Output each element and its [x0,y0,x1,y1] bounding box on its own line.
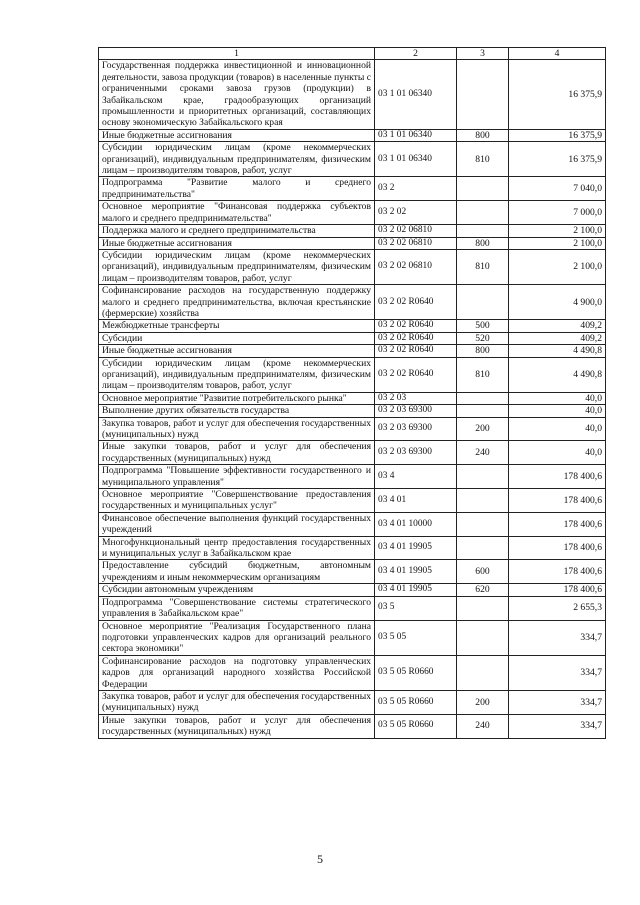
amount-cell: 178 400,6 [509,512,606,536]
table-row [99,237,606,249]
expense-type-cell [457,512,509,536]
program-code-cell: 03 2 03 69300 [375,441,457,465]
amount-cell: 2 100,0 [509,225,606,237]
expense-type-cell: 800 [457,345,509,357]
item-name-cell: Подпрограмма "Развитие малого и среднего предпринимательства" [99,177,375,201]
item-name-cell: Основное мероприятие "Реализация Государственного плана подготовки управленческих кадров для организаций реального сектора экономики" [99,620,375,655]
item-name-cell: Субсидии [99,332,375,344]
table-row [99,596,606,620]
amount-cell: 409,2 [509,320,606,332]
program-code-cell: 03 4 01 10000 [375,512,457,536]
budget-table [98,47,606,739]
table-row [99,142,606,177]
item-name-cell: Закупка товаров, работ и услуг для обеспечения государственных (муниципальных) нужд [99,690,375,714]
table-row [99,320,606,332]
item-name-cell: Поддержка малого и среднего предпринимательства [99,225,375,237]
amount-cell: 178 400,6 [509,584,606,596]
expense-type-cell [457,177,509,201]
program-code-cell: 03 2 03 69300 [375,405,457,417]
program-code-cell: 03 2 02 R0640 [375,332,457,344]
item-name-cell: Подпрограмма "Совершенствование системы стратегического управления в Забайкальском крае" [99,596,375,620]
amount-cell: 334,7 [509,714,606,738]
table-row [99,655,606,690]
program-code-cell: 03 4 01 [375,489,457,513]
program-code-cell: 03 4 [375,465,457,489]
table-row [99,690,606,714]
header-cell: 1 [99,48,375,60]
expense-type-cell [457,405,509,417]
amount-cell: 178 400,6 [509,489,606,513]
amount-cell: 334,7 [509,690,606,714]
table-row [99,560,606,584]
expense-type-cell [457,489,509,513]
item-name-cell: Подпрограмма "Повышение эффективности государственного и муниципального управления" [99,465,375,489]
table-row [99,392,606,404]
expense-type-cell: 200 [457,690,509,714]
item-name-cell: Межбюджетные трансферты [99,320,375,332]
program-code-cell: 03 2 02 06810 [375,225,457,237]
table-row [99,405,606,417]
expense-type-cell [457,285,509,320]
table-row [99,201,606,225]
amount-cell: 2 100,0 [509,237,606,249]
expense-type-cell: 240 [457,714,509,738]
table-row [99,489,606,513]
amount-cell: 16 375,9 [509,60,606,129]
expense-type-cell: 520 [457,332,509,344]
expense-type-cell [457,392,509,404]
table-row [99,177,606,201]
amount-cell: 178 400,6 [509,536,606,560]
program-code-cell: 03 2 02 06810 [375,249,457,284]
amount-cell: 334,7 [509,655,606,690]
table-row [99,714,606,738]
table-header-row [99,48,606,60]
table-row [99,129,606,141]
expense-type-cell [457,201,509,225]
amount-cell: 40,0 [509,417,606,441]
item-name-cell: Иные закупки товаров, работ и услуг для обеспечения государственных (муниципальных) нужд [99,441,375,465]
amount-cell: 409,2 [509,332,606,344]
item-name-cell: Софинансирование расходов на подготовку управленческих кадров для организаций народного хозяйства Российской Федерации [99,655,375,690]
program-code-cell: 03 4 01 19905 [375,584,457,596]
program-code-cell: 03 2 02 [375,201,457,225]
program-code-cell: 03 2 02 06810 [375,237,457,249]
expense-type-cell [457,225,509,237]
program-code-cell: 03 5 05 R0660 [375,655,457,690]
item-name-cell: Предоставление субсидий бюджетным, автономным учреждениям и иным некоммерческим организациям [99,560,375,584]
table-row [99,345,606,357]
expense-type-cell: 800 [457,129,509,141]
amount-cell: 334,7 [509,620,606,655]
amount-cell: 4 490,8 [509,357,606,392]
table-row [99,249,606,284]
amount-cell: 2 655,3 [509,596,606,620]
amount-cell: 178 400,6 [509,465,606,489]
table-row [99,357,606,392]
header-cell: 3 [457,48,509,60]
expense-type-cell [457,596,509,620]
item-name-cell: Иные бюджетные ассигнования [99,345,375,357]
amount-cell: 2 100,0 [509,249,606,284]
program-code-cell: 03 5 05 R0660 [375,714,457,738]
expense-type-cell: 810 [457,357,509,392]
amount-cell: 40,0 [509,441,606,465]
table-row [99,620,606,655]
item-name-cell: Основное мероприятие "Финансовая поддержка субъектов малого и среднего предпринимательства" [99,201,375,225]
table-row [99,60,606,129]
item-name-cell: Финансовое обеспечение выполнения функций государственных учреждений [99,512,375,536]
program-code-cell: 03 2 03 [375,392,457,404]
table-row [99,512,606,536]
amount-cell: 4 490,8 [509,345,606,357]
expense-type-cell: 600 [457,560,509,584]
header-cell: 2 [375,48,457,60]
program-code-cell: 03 1 01 06340 [375,142,457,177]
amount-cell: 16 375,9 [509,142,606,177]
program-code-cell: 03 4 01 19905 [375,560,457,584]
program-code-cell: 03 2 02 R0640 [375,357,457,392]
expense-type-cell: 500 [457,320,509,332]
program-code-cell: 03 2 02 R0640 [375,285,457,320]
header-cell: 4 [509,48,606,60]
item-name-cell: Основное мероприятие "Совершенствование предоставления государственных и муниципальных услуг" [99,489,375,513]
amount-cell: 16 375,9 [509,129,606,141]
expense-type-cell: 810 [457,249,509,284]
program-code-cell: 03 2 02 R0640 [375,345,457,357]
item-name-cell: Закупка товаров, работ и услуг для обеспечения государственных (муниципальных) нужд [99,417,375,441]
item-name-cell: Основное мероприятие "Развитие потребительского рынка" [99,392,375,404]
program-code-cell: 03 1 01 06340 [375,60,457,129]
item-name-cell: Субсидии юридическим лицам (кроме некоммерческих организаций), индивидуальным предпринимателям, физическим лицам – производителям товаров, работ, услуг [99,357,375,392]
program-code-cell: 03 5 [375,596,457,620]
program-code-cell: 03 2 03 69300 [375,417,457,441]
table-row [99,225,606,237]
item-name-cell: Выполнение других обязательств государства [99,405,375,417]
expense-type-cell [457,620,509,655]
expense-type-cell: 800 [457,237,509,249]
expense-type-cell: 810 [457,142,509,177]
amount-cell: 7 000,0 [509,201,606,225]
item-name-cell: Многофункциональный центр предоставления государственных и муниципальных услуг в Забайкальском крае [99,536,375,560]
table-row [99,584,606,596]
item-name-cell: Иные закупки товаров, работ и услуг для обеспечения государственных (муниципальных) нужд [99,714,375,738]
program-code-cell: 03 2 [375,177,457,201]
program-code-cell: 03 5 05 R0660 [375,690,457,714]
program-code-cell: 03 2 02 R0640 [375,320,457,332]
item-name-cell: Субсидии юридическим лицам (кроме некоммерческих организаций), индивидуальным предпринимателям, физическим лицам – производителям товаров, работ, услуг [99,142,375,177]
program-code-cell: 03 5 05 [375,620,457,655]
table-row [99,536,606,560]
page-number: 5 [317,852,323,866]
expense-type-cell: 200 [457,417,509,441]
expense-type-cell: 240 [457,441,509,465]
item-name-cell: Иные бюджетные ассигнования [99,237,375,249]
item-name-cell: Софинансирование расходов на государственную поддержку малого и среднего предпринимательства, включая крестьянские (фермерские) хозяйства [99,285,375,320]
table-row [99,332,606,344]
table-row [99,441,606,465]
item-name-cell: Субсидии автономным учреждениям [99,584,375,596]
item-name-cell: Иные бюджетные ассигнования [99,129,375,141]
expense-type-cell [457,60,509,129]
item-name-cell: Субсидии юридическим лицам (кроме некоммерческих организаций), индивидуальным предпринимателям, физическим лицам – производителям товаров, работ, услуг [99,249,375,284]
expense-type-cell: 620 [457,584,509,596]
expense-type-cell [457,465,509,489]
table-row [99,465,606,489]
amount-cell: 40,0 [509,392,606,404]
table-row [99,285,606,320]
amount-cell: 7 040,0 [509,177,606,201]
program-code-cell: 03 1 01 06340 [375,129,457,141]
item-name-cell: Государственная поддержка инвестиционной и инновационной деятельности, завоза продукции (товаров) в населенные пункты с ограниченными сроками завоза грузов (продукции) в Забайкальском крае, градообразующих организаций промышленности и приоритетных организаций, составляющих основу экономическую Забайкальского края [99,60,375,129]
expense-type-cell [457,655,509,690]
amount-cell: 4 900,0 [509,285,606,320]
table-row [99,417,606,441]
amount-cell: 40,0 [509,405,606,417]
expense-type-cell [457,536,509,560]
amount-cell: 178 400,6 [509,560,606,584]
program-code-cell: 03 4 01 19905 [375,536,457,560]
table-body [99,60,606,738]
